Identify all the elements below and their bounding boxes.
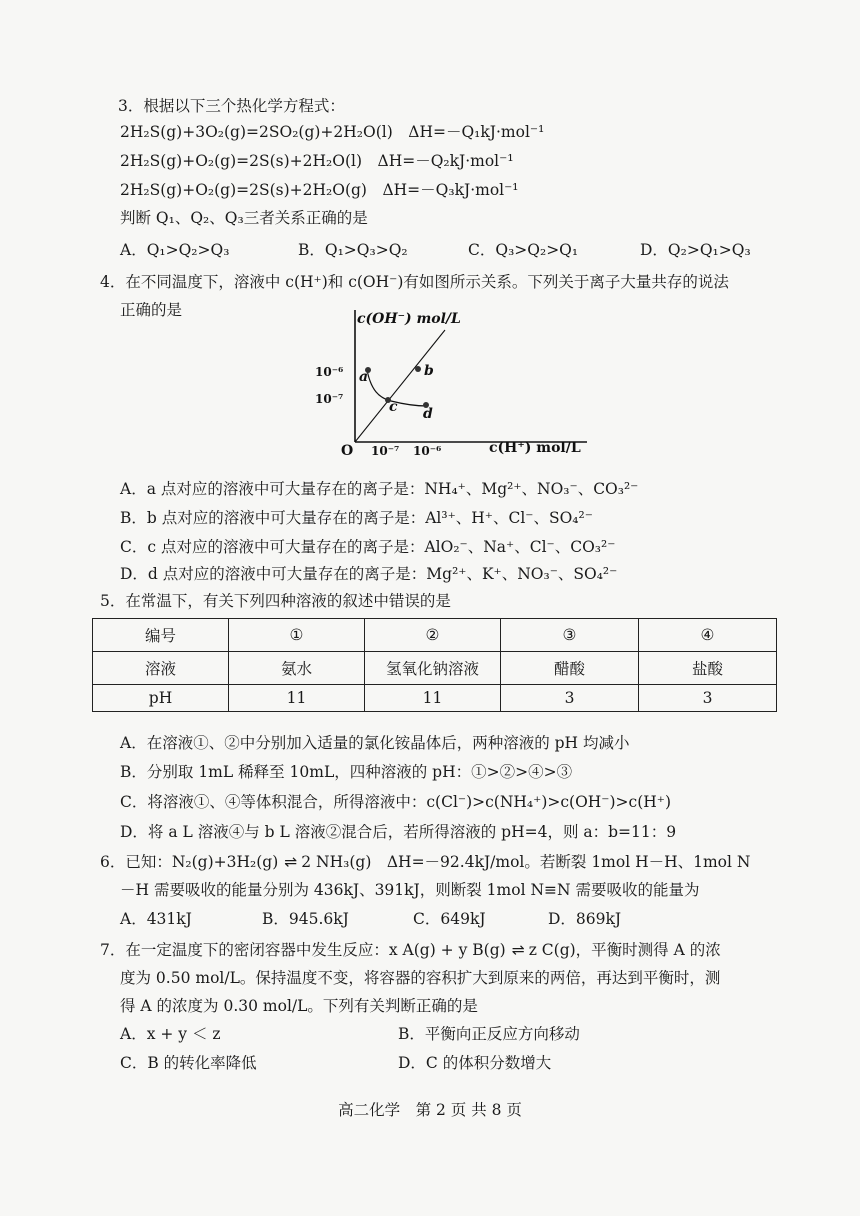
graph-x-tick-1: 10⁻⁷ [371,444,400,458]
q3-equation-3: 2H₂S(g)+O₂(g)=2S(s)+2H₂O(g) ΔH=－Q₃kJ·mol⁻¹ [120,181,519,199]
table-cell: 11 [229,684,365,711]
table-row [93,619,777,652]
q5-stem: 5．在常温下，有关下列四种溶液的叙述中错误的是 [100,592,451,610]
q3-option-b: B．Q₁>Q₃>Q₂ [298,241,408,259]
graph-label-d: d [423,406,433,422]
q7-option-a: A．x + y ＜ z [120,1025,221,1043]
table-cell: 盐酸 [639,651,777,684]
q6-option-b: B．945.6kJ [262,910,349,928]
table-cell: ② [365,619,501,652]
table-cell: 3 [501,684,639,711]
page-footer: 高二化学 第 2 页 共 8 页 [338,1101,522,1119]
q4-stem-line2: 正确的是 [120,301,183,319]
q6-option-d: D．869kJ [548,910,622,928]
q6-stem-line1 [100,852,750,872]
table-cell: 氨水 [229,651,365,684]
q3-question: 判断 Q₁、Q₂、Q₃三者关系正确的是 [120,209,368,227]
q7-stem-line3: 得 A 的浓度为 0.30 mol/L。下列有关判断正确的是 [120,997,478,1015]
q4-stem-line1: 4．在不同温度下，溶液中 c(H⁺)和 c(OH⁻)有如图所示关系。下列关于离子大量共存的说法 [100,273,729,291]
table-cell: 编号 [93,619,229,652]
q7-option-d: D．C 的体积分数增大 [398,1054,552,1072]
q4-graph [305,302,595,464]
q6-stem-line2: －H 需要吸收的能量分别为 436kJ、391kJ，则断裂 1mol N≡N 需要吸收的能量为 [120,881,700,899]
q3-option-d: D．Q₂>Q₁>Q₃ [640,241,751,259]
q7-stem-part2: z C(g)，平衡时测得 A 的浓 [528,941,721,959]
q4-option-c: C．c 点对应的溶液中可大量存在的离子是：AlO₂⁻、Na⁺、Cl⁻、CO₃²⁻ [120,538,616,556]
q3-option-c: C．Q₃>Q₂>Q₁ [468,241,579,259]
graph-label-a: a [359,369,369,385]
graph-point-b [415,366,421,372]
q6-option-c: C．649kJ [413,910,486,928]
equilibrium-arrow-icon: ⇌ [511,941,523,959]
q5-option-b: B．分别取 1mL 稀释至 10mL，四种溶液的 pH：①>②>④>③ [120,763,573,781]
q5-option-c: C．将溶液①、④等体积混合，所得溶液中：c(Cl⁻)>c(NH₄⁺)>c(OH⁻)>c(H⁺) [120,793,672,811]
table-cell: ③ [501,619,639,652]
q6-stem-part1: 6．已知：N₂(g)+3H₂(g) [100,853,279,871]
q6-stem-part2: 2 NH₃(g) ΔH=－92.4kJ/mol。若断裂 1mol H－H、1mol N [301,853,751,871]
table-cell: 溶液 [93,651,229,684]
q7-option-b: B．平衡向正反应方向移动 [398,1025,580,1043]
q3-option-a: A．Q₁>Q₂>Q₃ [120,241,230,259]
table-cell: ① [229,619,365,652]
q4-option-a: A．a 点对应的溶液中可大量存在的离子是：NH₄⁺、Mg²⁺、NO₃⁻、CO₃²⁻ [120,480,639,498]
graph-y-axis-label: c(OH⁻) mol/L [357,311,461,327]
graph-y-tick-1: 10⁻⁶ [315,365,344,379]
q7-stem-part1: 7．在一定温度下的密闭容器中发生反应：x A(g) + y B(g) [100,941,506,959]
table-cell: pH [93,684,229,711]
table-row [93,684,777,711]
q7-stem-line2: 度为 0.50 mol/L。保持温度不变，将容器的容积扩大到原来的两倍，再达到平衡时，测 [120,969,721,987]
q4-option-d: D．d 点对应的溶液中可大量存在的离子是：Mg²⁺、K⁺、NO₃⁻、SO₄²⁻ [120,565,618,583]
table-cell: ④ [639,619,777,652]
q5-option-a: A．在溶液①、②中分别加入适量的氯化铵晶体后，两种溶液的 pH 均减小 [120,734,630,752]
table-cell: 3 [639,684,777,711]
q7-option-c: C．B 的转化率降低 [120,1054,257,1072]
q3-equation-1: 2H₂S(g)+3O₂(g)=2SO₂(g)+2H₂O(l) ΔH=－Q₁kJ·mol⁻¹ [120,123,545,141]
table-cell: 11 [365,684,501,711]
table-cell: 醋酸 [501,651,639,684]
table-cell: 氢氧化钠溶液 [365,651,501,684]
q3-stem: 3．根据以下三个热化学方程式： [118,97,345,115]
q7-stem-line1 [100,940,721,960]
graph-origin-label: O [341,443,354,459]
graph-y-tick-2: 10⁻⁷ [315,392,344,406]
q6-option-a: A．431kJ [120,910,192,928]
graph-x-axis-label: c(H⁺) mol/L [489,440,581,456]
solution-table [92,618,777,712]
graph-diagonal-line [355,330,445,442]
graph-label-c: c [389,399,398,415]
graph-label-b: b [424,363,434,379]
q3-equation-2: 2H₂S(g)+O₂(g)=2S(s)+2H₂O(l) ΔH=－Q₂kJ·mol⁻¹ [120,152,514,170]
table-row [93,651,777,684]
equilibrium-arrow-icon: ⇌ [284,853,296,871]
q5-option-d: D．将 a L 溶液④与 b L 溶液②混合后，若所得溶液的 pH=4，则 a：b=11：9 [120,823,677,841]
q4-option-b: B．b 点对应的溶液中可大量存在的离子是：Al³⁺、H⁺、Cl⁻、SO₄²⁻ [120,509,593,527]
graph-x-tick-2: 10⁻⁶ [413,444,442,458]
